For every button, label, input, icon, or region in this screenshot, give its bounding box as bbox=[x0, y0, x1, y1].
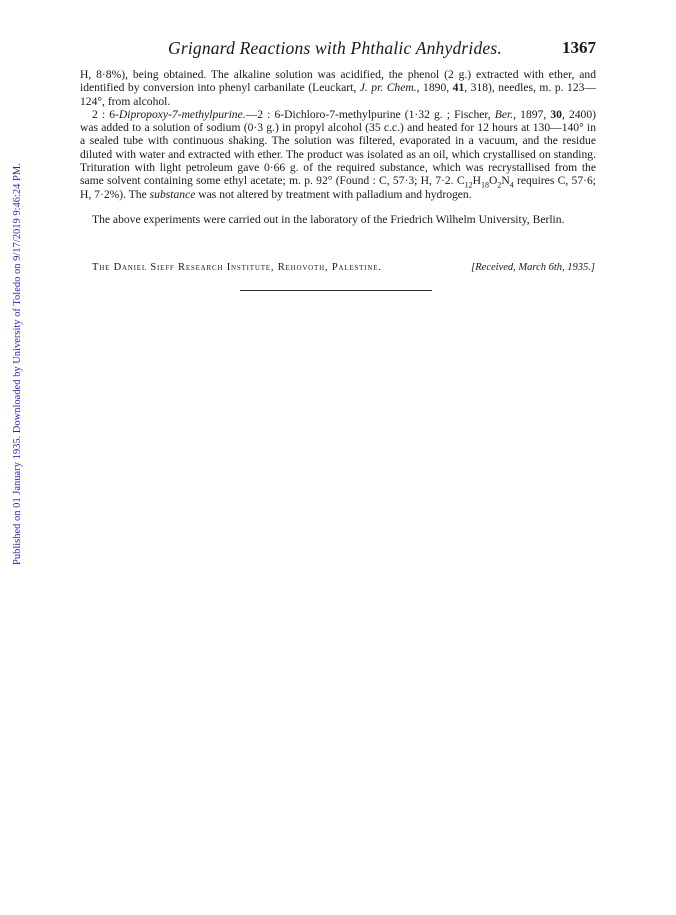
text-run: , 2400) was added to a solution of sodium (0·3 g.) in propyl alcohol (35 c.c.) and heated for 12 hours at 130—140° in a sealed tube with continuous shaking. The solution was filtered, evaporated in a vacuum, and the residue diluted with water and extracted with ether. The product was isolated as an oil, which crystallised on standing. Trituration with light petroleum gave 0·66 g. of the required substance, which was recrystallised from the same solvent containing some ethyl acetate; m. p. 92° (Found : C, 57·3; H, 7·2. C bbox=[80, 107, 596, 188]
text-run: —2 : 6-Dichloro-7-methylpurine (1·32 g. ; Fischer, bbox=[245, 107, 495, 121]
received-date: [Received, March 6th, 1935.] bbox=[471, 262, 595, 273]
paragraph-dipropoxy bbox=[80, 108, 596, 201]
footer-line bbox=[92, 262, 595, 273]
formula-subscript: 4 bbox=[509, 180, 514, 190]
formula-element: H bbox=[472, 174, 481, 188]
text-run: 2 : 6- bbox=[92, 107, 119, 121]
volume-number: 30 bbox=[550, 107, 562, 121]
text-run: , 1890, bbox=[416, 81, 453, 95]
journal-citation: J. pr. Chem. bbox=[359, 81, 417, 95]
text-run: H, 8·8%), being obtained. The alkaline solution was acidified, the phenol (2 g.) extracted with ether, and identified by conversion into phenyl carbanilate (Leuckart, bbox=[80, 68, 596, 95]
page-header bbox=[80, 38, 596, 60]
journal-citation: Ber. bbox=[494, 107, 514, 121]
running-title: Grignard Reactions with Phthalic Anhydrides. bbox=[168, 38, 502, 58]
download-watermark: Published on 01 January 1935. Downloaded by University of Toledo on 9/17/2019 9:46:24 PM. bbox=[12, 163, 23, 565]
emphasis-substance: substance bbox=[149, 187, 196, 201]
formula-element: O bbox=[488, 174, 498, 188]
text-run: was not altered by treatment with palladium and hydrogen. bbox=[195, 187, 472, 201]
page-number: 1367 bbox=[562, 38, 596, 57]
formula-subscript: 2 bbox=[497, 180, 502, 190]
paragraph-acknowledgement: The above experiments were carried out in the laboratory of the Friedrich Wilhelm University, Berlin. bbox=[92, 212, 565, 226]
article-body bbox=[80, 68, 596, 226]
text-run: requires C, 57·6; H, 7·2%). The bbox=[80, 174, 596, 201]
text-run: , 1897, bbox=[513, 107, 551, 121]
compound-title: Dipropoxy-7-methylpurine. bbox=[118, 107, 246, 121]
end-rule bbox=[240, 290, 432, 291]
formula-subscript: 18 bbox=[480, 180, 489, 190]
formula-element: N bbox=[501, 174, 510, 188]
text-run: , 318), needles, m. p. 123—124°, from alcohol. bbox=[80, 81, 597, 108]
formula-subscript: 12 bbox=[464, 180, 473, 190]
paragraph-phenol bbox=[80, 68, 596, 108]
volume-number: 41 bbox=[452, 81, 465, 95]
institution-address: The Daniel Sieff Research Institute, Rehovoth, Palestine. bbox=[92, 262, 382, 273]
